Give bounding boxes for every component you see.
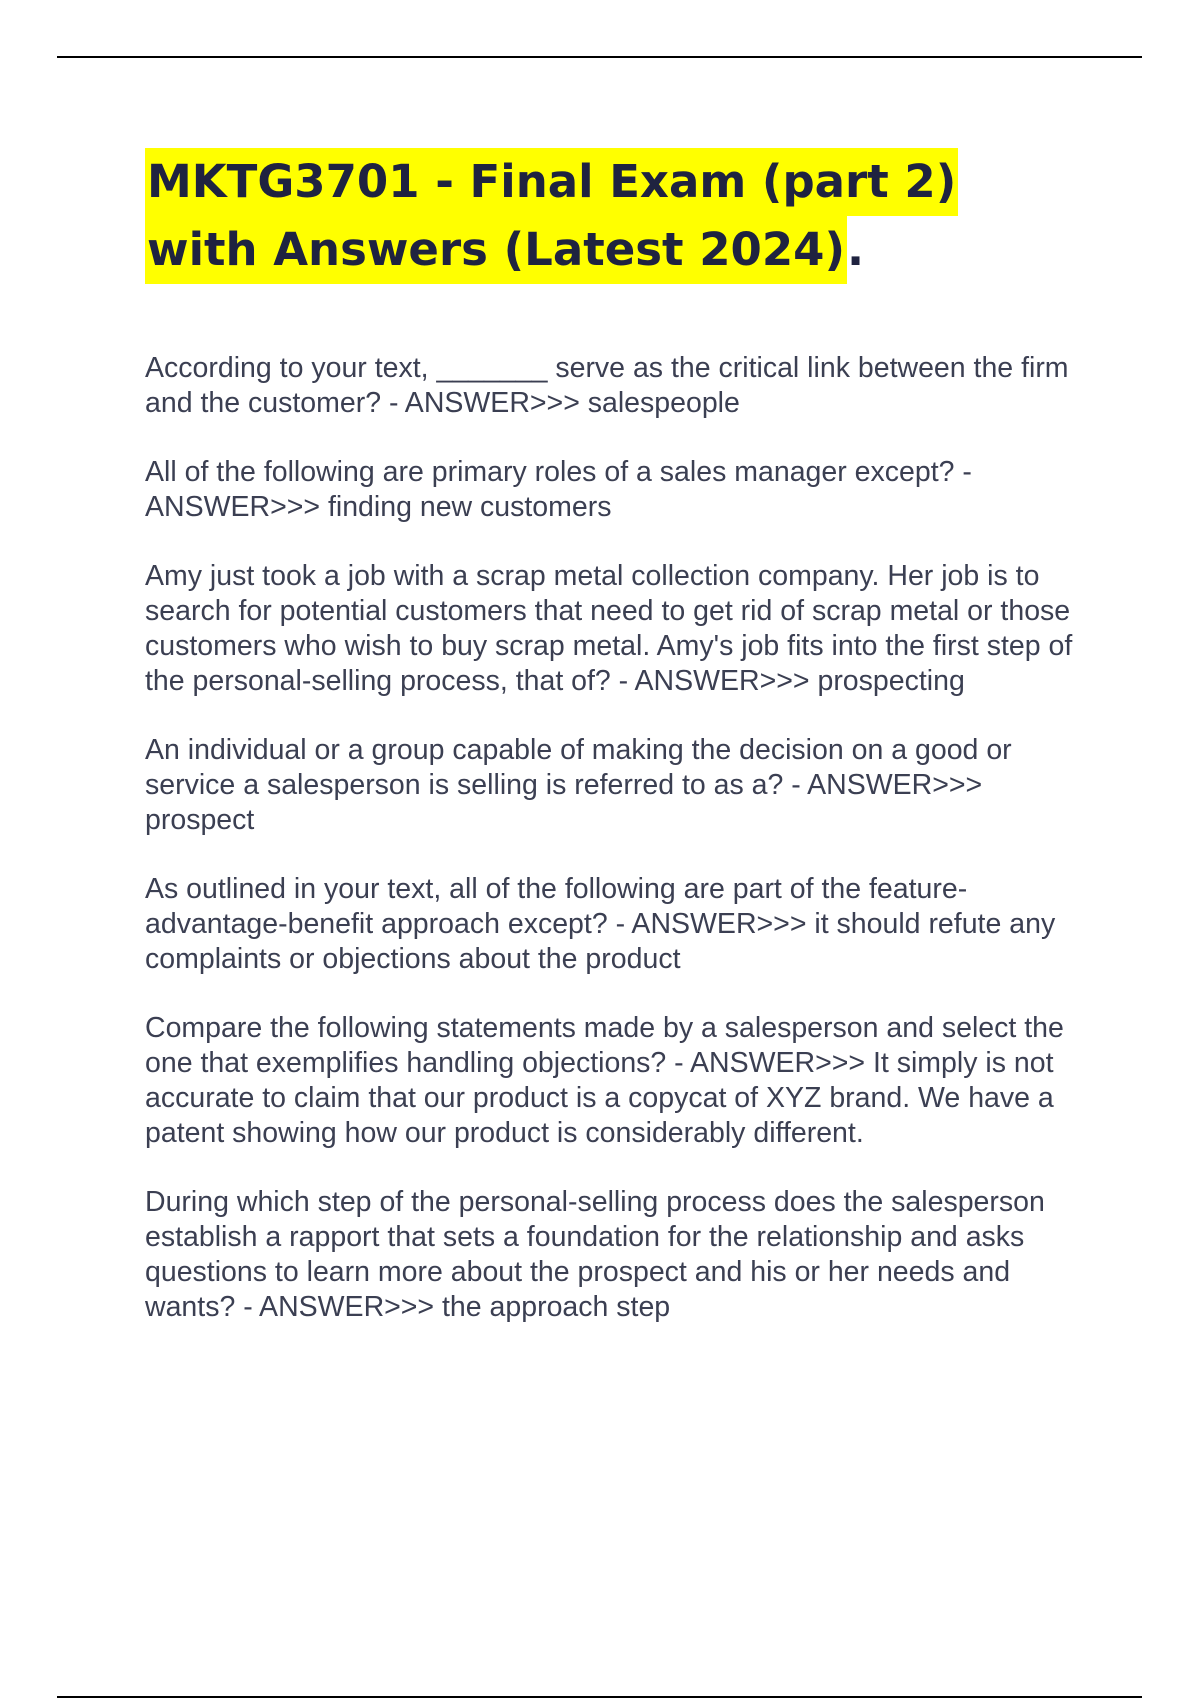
qa-item-5: As outlined in your text, all of the following are part of the feature-advantage-benefit approach except? - ANSWER>>> it should refute any complaints or objections about the product [145,873,1056,975]
qa-item-6: Compare the following statements made by a salesperson and select the one that exemplifies handling objections? - ANSWER>>> It simply is not accurate to claim that our product is a copycat of XYZ brand. We have a patent showing how our product is considerably different. [145,1012,1064,1149]
footer-rule [57,1696,1142,1698]
title-line-1: MKTG3701 - Final Exam (part 2) [145,148,958,216]
qa-item-1: According to your text, _______ serve as the critical link between the firm and the customer? - ANSWER>>> salespeople [145,352,1069,419]
title-line-2: with Answers (Latest 2024) [145,216,847,284]
document-title [145,148,1065,284]
title-period: . [847,223,865,276]
header-rule [57,56,1142,58]
qa-item-3: Amy just took a job with a scrap metal collection company. Her job is to search for potential customers that need to get rid of scrap metal or those customers who wish to buy scrap metal. Amy's job fits into the first step of the personal-selling process, that of? - ANSWER>>> prospecting [145,560,1073,697]
qa-item-4: An individual or a group capable of making the decision on a good or service a salesperson is selling is referred to as a? - ANSWER>>> prospect [145,734,1012,836]
qa-list [145,351,1085,1359]
qa-item-2: All of the following are primary roles of a sales manager except? - ANSWER>>> finding new customers [145,456,972,523]
qa-item-7: During which step of the personal-selling process does the salesperson establish a rapport that sets a foundation for the relationship and asks questions to learn more about the prospect and his or her needs and wants? - ANSWER>>> the approach step [145,1186,1045,1323]
